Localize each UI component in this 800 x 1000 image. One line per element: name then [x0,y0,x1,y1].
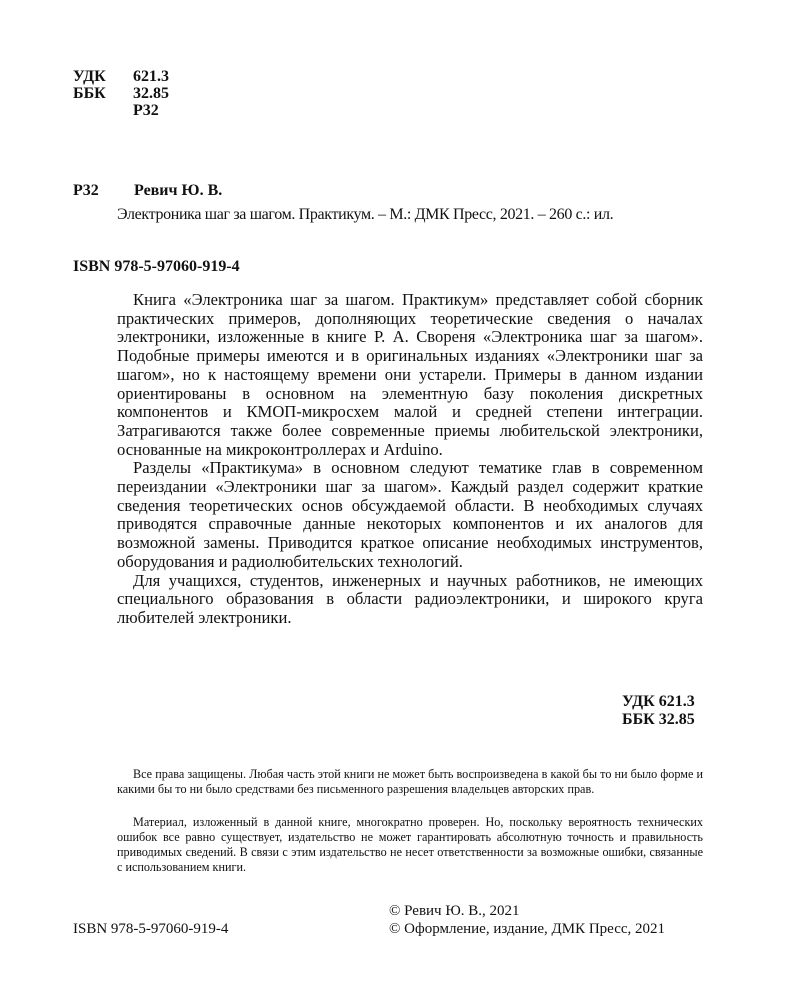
udk-label: УДК [73,68,106,85]
abstract-paragraph-1: Книга «Электроника шаг за шагом. Практикум» представляет собой сборник практических примеров, дополняющих теоретические сведения о началах электроники, изложенные в книге Р. А. Свореня «Электроника шаг за шагом». Подобные примеры имеются и в оригинальных изданиях «Электроники шаг за шагом», но к настоящему времени они устарели. Примеры в данном издании ориентированы в основном на элементную базу поколения дискретных компонентов и КМОП-микросхем малой и средней степени интеграции. Затрагиваются также более современные приемы любительской электроники, основанные на микроконтроллерах и Arduino. [117,290,703,459]
udk-value: 621.3 [133,68,169,85]
disclaimer-notice [117,815,703,875]
rights-paragraph-2: Материал, изложенный в данной книге, многократно проверен. Но, поскольку вероятность технических ошибок все равно существует, издательство не может гарантировать абсолютную точность и правильность приводимых сведений. В связи с этим издательство не несет ответственности за возможные ошибки, связанные с использованием книги. [117,815,703,874]
udk-right: УДК 621.3 [622,693,695,710]
abstract [117,291,703,628]
rights-notice [117,767,703,797]
record-code: Р32 [73,182,99,199]
isbn-top: ISBN 978-5-97060-919-4 [73,258,240,275]
isbn-footer: ISBN 978-5-97060-919-4 [73,921,229,937]
bbk-label: ББК [73,85,106,102]
copyright-author: © Ревич Ю. В., 2021 [389,903,520,919]
bbk-value: 32.85 [133,85,169,102]
abstract-paragraph-3: Для учащихся, студентов, инженерных и научных работников, не имеющих специального образования в области радиоэлектроники, и широкого круга любителей электроники. [117,570,703,627]
bibliographic-description: Электроника шаг за шагом. Практикум. – М.: ДМК Пресс, 2021. – 260 с.: ил. [117,206,614,223]
copyright-publisher: © Оформление, издание, ДМК Пресс, 2021 [389,921,666,937]
author-code: Р32 [133,102,159,119]
author-name: Ревич Ю. В. [134,182,223,199]
abstract-paragraph-2: Разделы «Практикума» в основном следуют тематике глав в современном переиздании «Электроники шаг за шагом». Каждый раздел содержит краткие сведения теоретических основ обсуждаемой области. В необходимых случаях приводятся справочные данные некоторых компонентов и их аналогов для возможной замены. Приводится краткое описание необходимых инструментов, оборудования и радиолюбительских технологий. [117,458,703,571]
rights-paragraph-1: Все права защищены. Любая часть этой книги не может быть воспроизведена в какой бы то ни было форме и какими бы то ни было средствами без письменного разрешения владельцев авторских прав. [117,767,703,796]
bbk-right: ББК 32.85 [622,711,695,728]
